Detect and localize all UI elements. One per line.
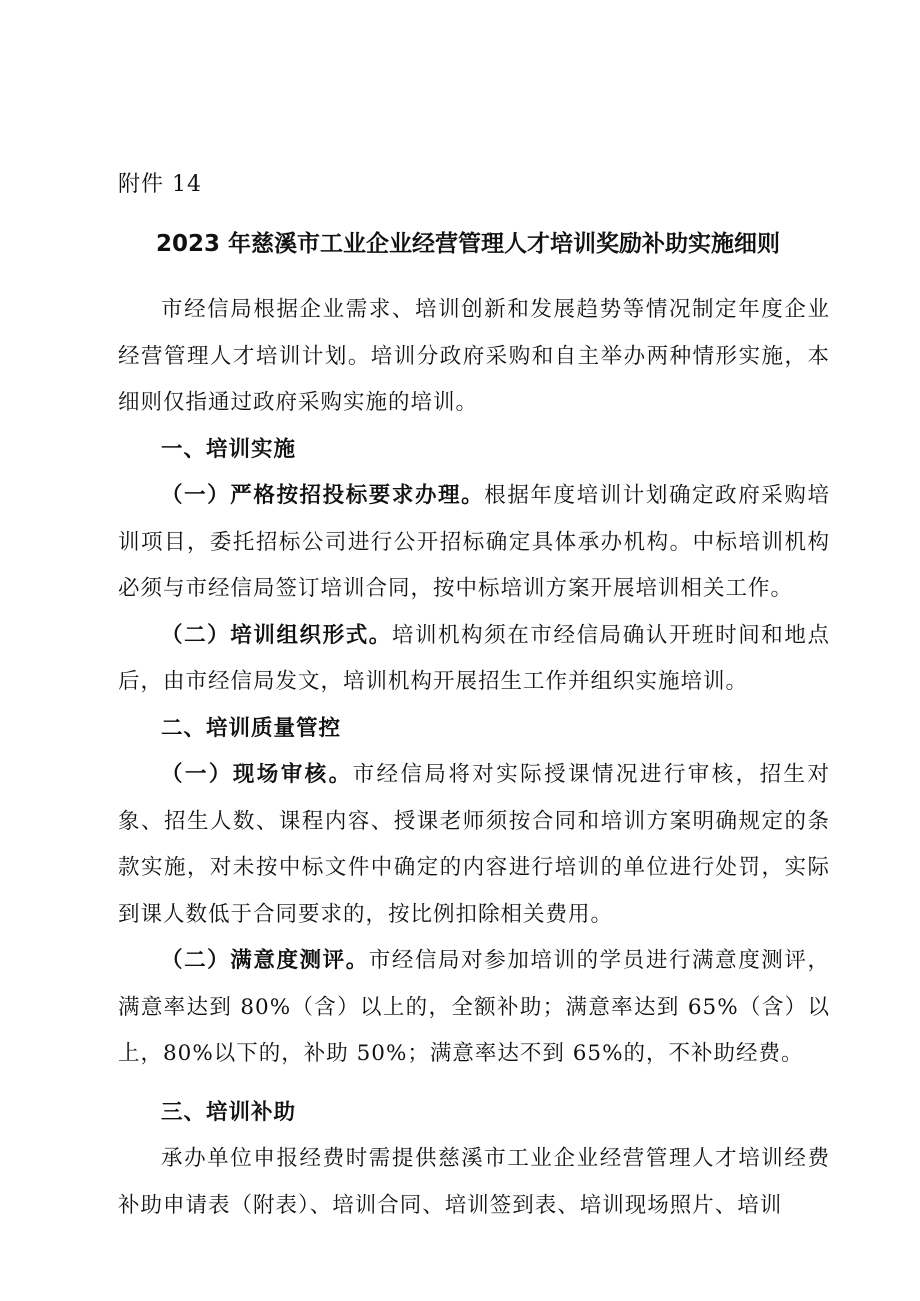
paragraph-3: 承办单位申报经费时需提供慈溪市工业企业经营管理人才培训经费补助申请表（附表）、培训合同、培训签到表、培训现场照片、培训 [118, 1146, 830, 1218]
paragraph-text: 市经信局将对实际授课情况进行审核，招生对象、招生人数、课程内容、授课老师须按合同和培训方案明确规定的条款实施，对未按中标文件中确定的内容进行培训的单位进行处罚，实际到课人数低于合同要求的，按比例扣除相关费用。 [118, 762, 830, 927]
paragraph-text: 市经信局对参加培训的学员进行满意度测评，满意率达到 80%（含）以上的，全额补助；满意率达到 65%（含）以上，80%以下的，补助 50%；满意率达不到 65%的，不补助经费。 [118, 948, 830, 1066]
paragraph-1-2 [118, 613, 830, 706]
paragraph-lead: （一）严格按招投标要求办理。 [161, 483, 485, 508]
document-title: 2023 年慈溪市工业企业经营管理人才培训奖励补助实施细则 [155, 231, 781, 257]
section-heading-2: 二、培训质量管控 [161, 715, 342, 741]
paragraph-lead: （一）现场审核。 [161, 762, 353, 787]
section-heading-1: 一、培训实施 [161, 436, 297, 462]
paragraph-lead: （二）培训组织形式。 [161, 622, 392, 648]
intro-paragraph: 市经信局根据企业需求、培训创新和发展趋势等情况制定年度企业经营管理人才培训计划。培训分政府采购和自主举办两种情形实施，本细则仅指通过政府采购实施的培训。 [118, 297, 830, 415]
paragraph-lead: （二）满意度测评。 [161, 948, 369, 973]
paragraph-1-1 [118, 473, 830, 613]
document-body [118, 287, 830, 1229]
attachment-label: 附件 14 [118, 172, 202, 197]
paragraph-text: 培训机构须在市经信局确认开班时间和地点后，由市经信局发文，培训机构开展招生工作并组织实施培训。 [118, 622, 830, 694]
section-heading-3: 三、培训补助 [161, 1099, 297, 1125]
paragraph-2-2 [118, 938, 830, 1078]
paragraph-2-1 [118, 752, 830, 938]
paragraph-text: 根据年度培训计划确定政府采购培训项目，委托招标公司进行公开招标确定具体承办机构。中标培训机构必须与市经信局签订培训合同，按中标培训方案开展培训相关工作。 [118, 483, 830, 601]
